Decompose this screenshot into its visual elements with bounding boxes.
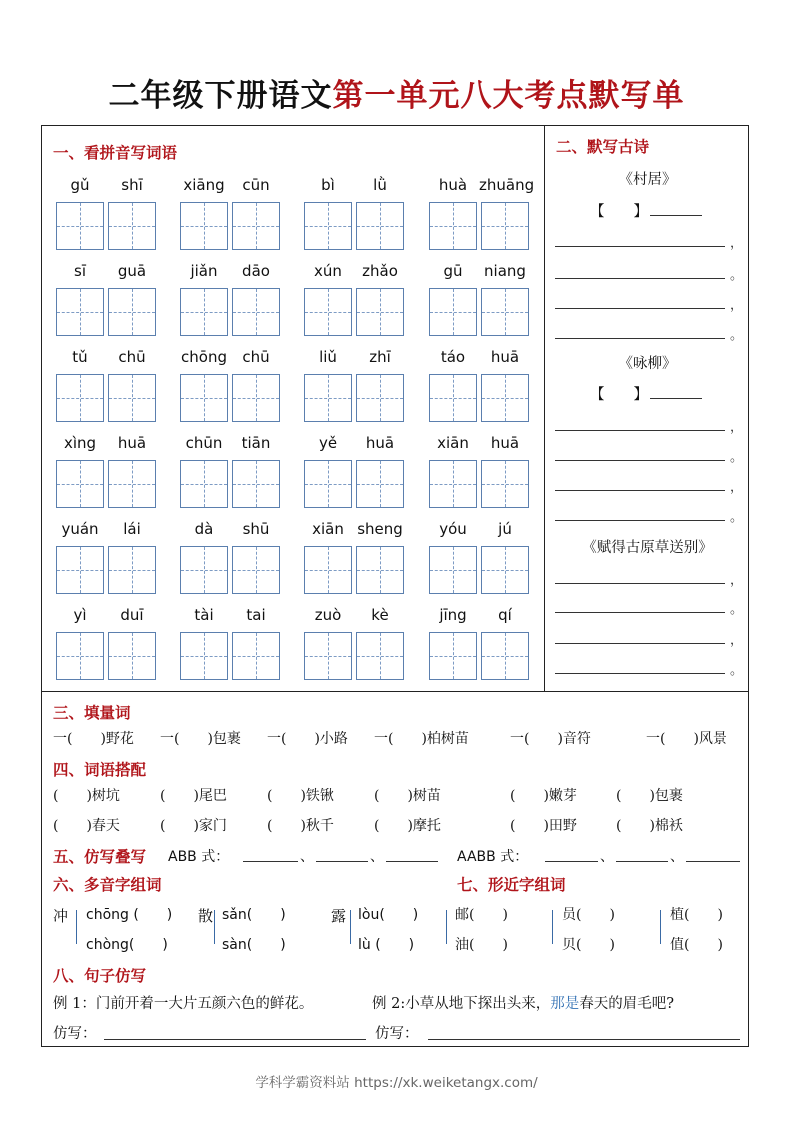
polyphone-item[interactable]: sǎn( ) — [222, 907, 286, 923]
polyphone-char: 散 — [198, 907, 214, 925]
tianzige-box[interactable] — [356, 546, 404, 594]
pinyin-label: sī — [74, 262, 86, 280]
collocation-item[interactable]: ( )树苗 — [374, 788, 441, 804]
tianzige-box[interactable] — [232, 202, 280, 250]
section5-heading: 五、仿写叠写 — [53, 847, 147, 866]
footer-source: 学科学霸资料站 https://xk.weiketangx.com/ — [255, 1075, 538, 1091]
poem-line-blank[interactable] — [555, 460, 725, 461]
pinyin-label: guā — [117, 262, 147, 280]
pinyin-label: zhuāng — [479, 176, 535, 194]
tianzige-box[interactable] — [180, 632, 228, 680]
similar-char-item[interactable]: 值( ) — [670, 937, 723, 953]
poem-line-blank[interactable] — [555, 308, 725, 309]
pinyin-label: yóu — [439, 520, 467, 538]
pinyin-label: tài — [194, 606, 214, 624]
pinyin-label: huà — [438, 176, 468, 194]
pinyin-row — [50, 342, 540, 428]
abb-blank[interactable] — [386, 861, 438, 862]
divider — [544, 125, 545, 692]
poem-line-blank[interactable] — [555, 278, 725, 279]
pinyin-label: jiǎn — [190, 262, 218, 280]
section1-heading: 一、看拼音写词语 — [53, 143, 178, 162]
collocation-item[interactable]: ( )包裹 — [616, 788, 683, 804]
tianzige-box[interactable] — [108, 546, 156, 594]
pinyin-label: huā — [117, 434, 147, 452]
pinyin-label: tǔ — [72, 348, 88, 366]
divider — [41, 691, 749, 692]
pinyin-label: duī — [120, 606, 144, 624]
pinyin-label: zhǎo — [362, 262, 398, 280]
tianzige-box[interactable] — [56, 374, 104, 422]
pinyin-label: zuò — [314, 606, 342, 624]
abb-blank[interactable] — [316, 861, 368, 862]
author-bracket: 【 】 — [590, 387, 648, 403]
poem-line-blank[interactable] — [555, 520, 725, 521]
pinyin-label: yì — [73, 606, 87, 624]
tianzige-box[interactable] — [108, 202, 156, 250]
pinyin-label: xiān — [437, 434, 469, 452]
tianzige-box[interactable] — [429, 546, 477, 594]
tianzige-box[interactable] — [180, 202, 228, 250]
poem-line-blank[interactable] — [555, 338, 725, 339]
pinyin-label: chōng — [181, 348, 227, 366]
aabb-blank[interactable] — [686, 861, 740, 862]
collocation-item[interactable]: ( )树坑 — [53, 788, 120, 804]
collocation-item[interactable]: ( )田野 — [510, 818, 577, 834]
tianzige-box[interactable] — [481, 546, 529, 594]
tianzige-box[interactable] — [429, 202, 477, 250]
polyphone-item[interactable]: chòng( ) — [86, 937, 168, 953]
tianzige-box[interactable] — [304, 202, 352, 250]
tianzige-box[interactable] — [304, 632, 352, 680]
pinyin-label: chū — [242, 348, 270, 366]
tianzige-box[interactable] — [304, 460, 352, 508]
tianzige-box[interactable] — [232, 546, 280, 594]
pinyin-label: xún — [314, 262, 342, 280]
measure-word-item[interactable]: 一( )柏树苗 — [374, 731, 469, 747]
pinyin-label: xiān — [312, 520, 344, 538]
pinyin-label: xiāng — [183, 176, 225, 194]
collocation-item[interactable]: ( )春天 — [53, 818, 120, 834]
aabb-blank[interactable] — [616, 861, 668, 862]
tianzige-box[interactable] — [356, 374, 404, 422]
aabb-blank[interactable] — [545, 861, 598, 862]
poem-line-blank[interactable] — [555, 583, 725, 584]
pinyin-label: liǔ — [319, 348, 337, 366]
tianzige-box[interactable] — [481, 374, 529, 422]
collocation-item[interactable]: ( )棉袄 — [616, 818, 683, 834]
tianzige-box[interactable] — [304, 288, 352, 336]
pinyin-label: chūn — [185, 434, 223, 452]
poem-line-blank[interactable] — [555, 430, 725, 431]
pinyin-label: lái — [123, 520, 141, 538]
tianzige-box[interactable] — [481, 632, 529, 680]
section2-heading: 二、默写古诗 — [556, 137, 650, 156]
pinyin-row — [50, 428, 540, 514]
brace-icon — [446, 910, 447, 944]
pinyin-label: lǜ — [373, 176, 387, 194]
pinyin-label: huā — [365, 434, 395, 452]
measure-word-item[interactable]: 一( )音符 — [510, 731, 591, 747]
pinyin-label: chū — [118, 348, 146, 366]
aabb-label: AABB 式： — [457, 849, 529, 865]
pinyin-label: gū — [443, 262, 463, 280]
measure-word-item[interactable]: 一( )风景 — [646, 731, 727, 747]
tianzige-box[interactable] — [429, 288, 477, 336]
brace-icon — [552, 910, 553, 944]
tianzige-box[interactable] — [180, 374, 228, 422]
collocation-item[interactable]: ( )铁锹 — [267, 788, 334, 804]
collocation-item[interactable]: ( )秋千 — [267, 818, 334, 834]
author-bracket: 【 】 — [590, 204, 648, 220]
collocation-item[interactable]: ( )摩托 — [374, 818, 441, 834]
tianzige-box[interactable] — [481, 288, 529, 336]
similar-char-item[interactable]: 贝( ) — [562, 937, 615, 953]
section6-heading: 六、多音字组词 — [53, 875, 162, 894]
example-sentence-1: 例 1：门前开着一大片五颜六色的鲜花。 — [53, 996, 314, 1012]
pinyin-label: táo — [440, 348, 466, 366]
pinyin-label: bì — [321, 176, 335, 194]
poem-title: 《赋得古原草送别》 — [582, 540, 713, 556]
collocation-item[interactable]: ( )尾巴 — [160, 788, 227, 804]
polyphone-item[interactable]: lù ( ) — [358, 937, 415, 953]
pinyin-label: cūn — [242, 176, 270, 194]
collocation-item[interactable]: ( )家门 — [160, 818, 227, 834]
tianzige-box[interactable] — [356, 202, 404, 250]
polyphone-char: 冲 — [53, 907, 69, 925]
pinyin-label: niang — [484, 262, 526, 280]
polyphone-item[interactable]: chōng ( ) — [86, 907, 173, 923]
pinyin-row — [50, 514, 540, 600]
brace-icon — [350, 910, 351, 944]
tianzige-box[interactable] — [108, 632, 156, 680]
pinyin-label: jīng — [439, 606, 467, 624]
measure-word-item[interactable]: 一( )包裹 — [160, 731, 241, 747]
pinyin-label: zhī — [369, 348, 391, 366]
imitation-label: 仿写： — [53, 1026, 97, 1042]
abb-blank[interactable] — [243, 861, 298, 862]
tianzige-box[interactable] — [56, 546, 104, 594]
section4-heading: 四、词语搭配 — [53, 760, 147, 779]
poem-line-blank[interactable] — [555, 490, 725, 491]
measure-word-item[interactable]: 一( )小路 — [267, 731, 348, 747]
tianzige-box[interactable] — [56, 460, 104, 508]
pinyin-label: sheng — [357, 520, 403, 538]
similar-char-item[interactable]: 油( ) — [455, 937, 508, 953]
section8-heading: 八、句子仿写 — [53, 966, 147, 985]
tianzige-box[interactable] — [304, 546, 352, 594]
pinyin-label: kè — [371, 606, 389, 624]
imitation-blank[interactable] — [428, 1039, 740, 1040]
similar-char-item[interactable]: 植( ) — [670, 907, 723, 923]
pinyin-label: yuán — [61, 520, 99, 538]
tianzige-box[interactable] — [56, 202, 104, 250]
polyphone-item[interactable]: sàn( ) — [222, 937, 286, 953]
pinyin-label: shū — [242, 520, 270, 538]
measure-word-item[interactable]: 一( )野花 — [53, 731, 134, 747]
pinyin-label: xìng — [63, 434, 97, 452]
poem-title: 《村居》 — [618, 172, 677, 188]
poem-title: 《咏柳》 — [618, 356, 677, 372]
tianzige-box[interactable] — [232, 374, 280, 422]
pinyin-row — [50, 600, 540, 686]
tianzige-box[interactable] — [232, 460, 280, 508]
tianzige-box[interactable] — [180, 288, 228, 336]
poem-line-blank[interactable] — [555, 643, 725, 644]
tianzige-box[interactable] — [429, 460, 477, 508]
section3-heading: 三、填量词 — [53, 703, 131, 722]
similar-char-item[interactable]: 邮( ) — [455, 907, 508, 923]
pinyin-label: huā — [490, 348, 520, 366]
tianzige-box[interactable] — [356, 288, 404, 336]
tianzige-box[interactable] — [180, 546, 228, 594]
polyphone-char: 露 — [331, 907, 347, 925]
collocation-item[interactable]: ( )嫩芽 — [510, 788, 577, 804]
tianzige-box[interactable] — [56, 632, 104, 680]
tianzige-box[interactable] — [356, 460, 404, 508]
tianzige-box[interactable] — [108, 374, 156, 422]
pinyin-label: jú — [498, 520, 512, 538]
pinyin-label: gǔ — [70, 176, 90, 194]
poem-line-blank[interactable] — [555, 673, 725, 674]
tianzige-box[interactable] — [481, 460, 529, 508]
polyphone-item[interactable]: lòu( ) — [358, 907, 419, 923]
pinyin-label: shī — [121, 176, 143, 194]
page-title: 二年级下册语文第一单元八大考点默写单 — [108, 78, 685, 114]
pinyin-label: tiān — [241, 434, 271, 452]
pinyin-label: dà — [194, 520, 214, 538]
pinyin-label: tai — [246, 606, 266, 624]
imitation-blank[interactable] — [104, 1039, 366, 1040]
brace-icon — [214, 910, 215, 944]
author-blank[interactable] — [650, 398, 702, 399]
similar-char-item[interactable]: 员( ) — [562, 907, 615, 923]
brace-icon — [76, 910, 77, 944]
brace-icon — [660, 910, 661, 944]
tianzige-box[interactable] — [356, 632, 404, 680]
author-blank[interactable] — [650, 215, 702, 216]
tianzige-box[interactable] — [108, 460, 156, 508]
tianzige-box[interactable] — [429, 632, 477, 680]
tianzige-box[interactable] — [481, 202, 529, 250]
tianzige-box[interactable] — [56, 288, 104, 336]
pinyin-grid — [50, 170, 540, 686]
pinyin-label: dāo — [242, 262, 270, 280]
abb-label: ABB 式： — [168, 849, 230, 865]
poem-line-blank[interactable] — [555, 612, 725, 613]
pinyin-row — [50, 170, 540, 256]
tianzige-box[interactable] — [304, 374, 352, 422]
tianzige-box[interactable] — [108, 288, 156, 336]
tianzige-box[interactable] — [429, 374, 477, 422]
poem-line-blank[interactable] — [555, 246, 725, 247]
tianzige-box[interactable] — [232, 632, 280, 680]
tianzige-box[interactable] — [232, 288, 280, 336]
section7-heading: 七、形近字组词 — [457, 875, 566, 894]
pinyin-row — [50, 256, 540, 342]
tianzige-box[interactable] — [180, 460, 228, 508]
pinyin-label: qí — [498, 606, 512, 624]
example-sentence-2: 例 2:小草从地下探出头来，那是春天的眉毛吧? — [372, 996, 674, 1012]
pinyin-label: huā — [490, 434, 520, 452]
pinyin-label: yě — [318, 434, 338, 452]
imitation-label: 仿写： — [375, 1026, 419, 1042]
